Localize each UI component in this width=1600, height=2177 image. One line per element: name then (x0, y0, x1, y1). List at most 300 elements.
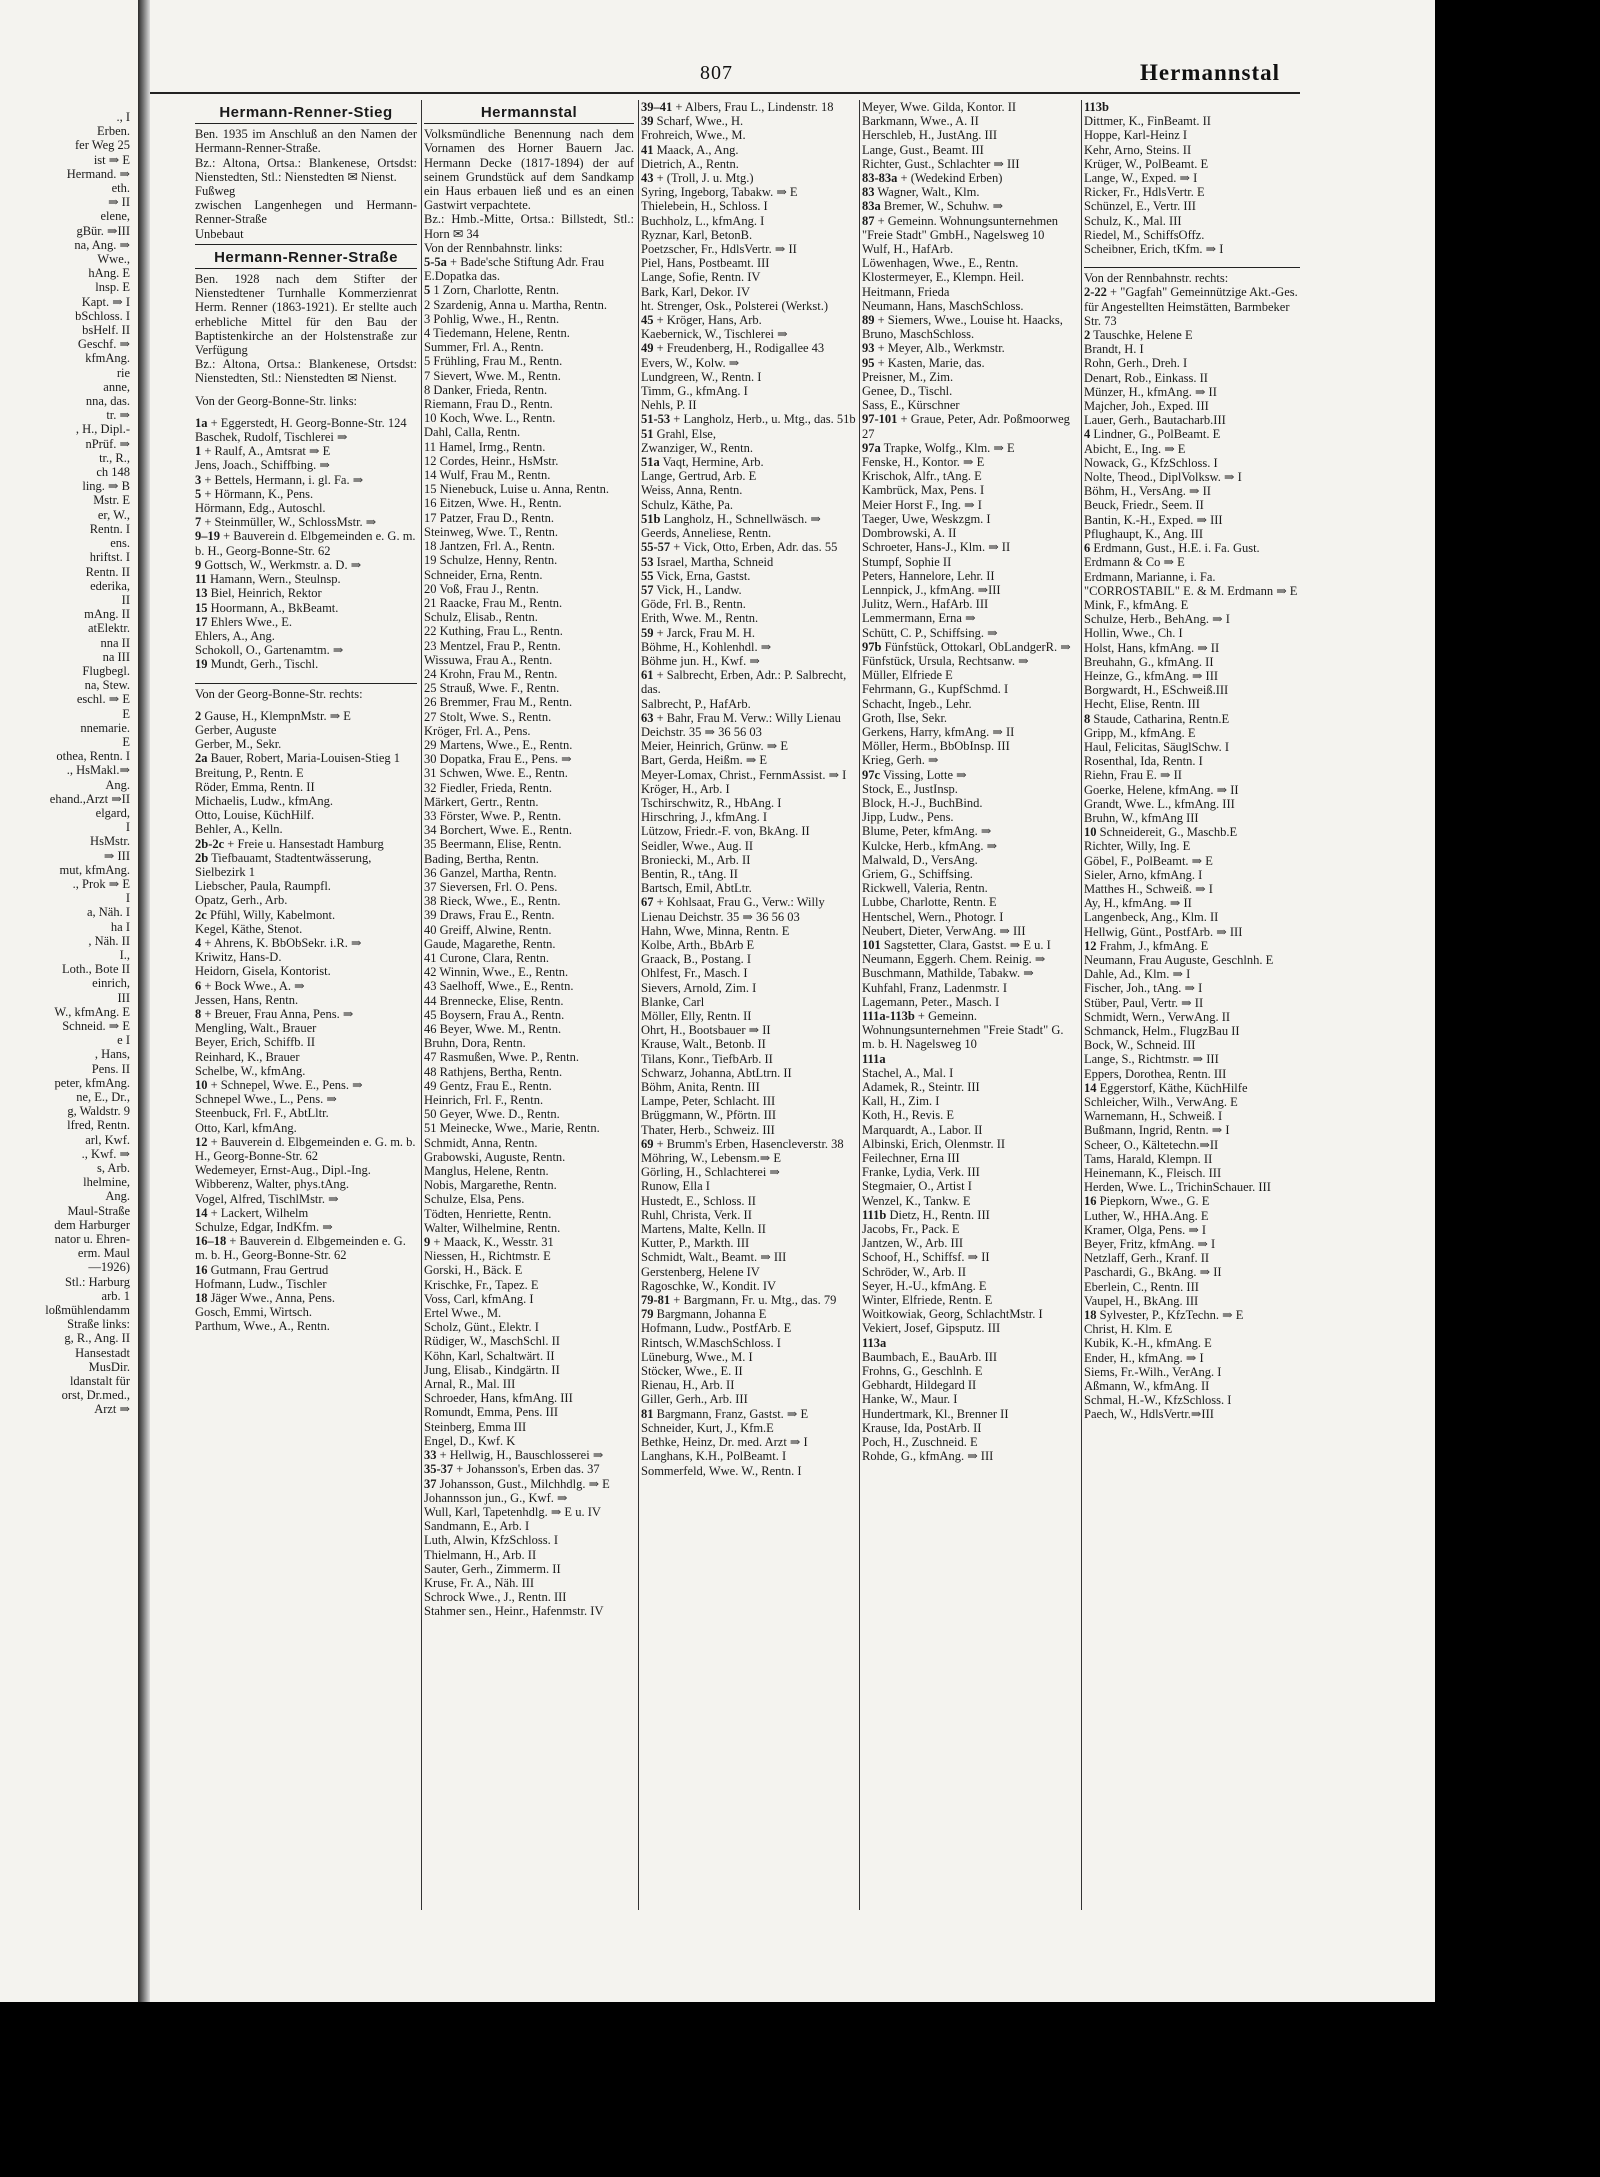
directory-entry (424, 695, 634, 709)
directory-entry (1084, 1194, 1300, 1208)
directory-entry (862, 100, 1077, 114)
house-number: 2-22 (1084, 285, 1107, 300)
resident-text: Herschleb, H., JustAng. III (862, 128, 998, 143)
directory-entry (641, 270, 856, 284)
resident-text: + Eggerstedt, H. Georg-Bonne-Str. 124 (210, 415, 407, 430)
resident-text: Bethke, Heinz, Dr. med. Arzt ⇒ I (641, 1435, 808, 1450)
resident-text: Seidler, Wwe., Aug. II (641, 838, 754, 853)
fragment-line: nna, das. (85, 394, 130, 409)
resident-text: Dahl, Calla, Rentn. (424, 425, 521, 440)
directory-entry (1084, 1351, 1300, 1365)
directory-entry (424, 837, 634, 851)
directory-entry (862, 469, 1077, 483)
fragment-line: ., Prok ⇒ E (72, 876, 130, 891)
house-number: 3 (195, 472, 202, 487)
directory-entry (1084, 498, 1300, 512)
house-number: 39 (641, 114, 654, 129)
resident-text: 44 Brennecke, Elise, Rentn. (424, 993, 564, 1008)
house-number: 113a (862, 1335, 887, 1350)
fragment-line: Rentn. II (85, 564, 130, 579)
directory-entry (1084, 100, 1300, 114)
resident-text: Schulze, Elsa, Pens. (424, 1192, 525, 1207)
entries (1084, 100, 1300, 256)
directory-entry (641, 526, 856, 540)
resident-text: Heitmann, Frieda (862, 284, 950, 299)
directory-entry (641, 697, 856, 711)
directory-entry (1084, 1123, 1300, 1137)
fragment-line: lfred, Rentn. (67, 1118, 130, 1133)
directory-entry (862, 1052, 1077, 1066)
resident-text: Staude, Catharina, Rentn.E (1093, 711, 1230, 726)
resident-text: + Albers, Frau L., Lindenstr. 18 (675, 100, 834, 114)
directory-entry (641, 611, 856, 625)
directory-entry (862, 1222, 1077, 1236)
fragment-line: Stl.: Harburg (64, 1274, 130, 1289)
resident-text: Neumann, Hans, MaschSchloss. (862, 298, 1024, 313)
directory-entry (641, 1449, 856, 1463)
resident-text: Lagemann, Peter., Masch. I (862, 994, 1000, 1009)
directory-entry (195, 1106, 417, 1120)
house-number: 2a (195, 751, 208, 766)
fragment-line: I., (119, 947, 130, 962)
page-number: 807 (700, 62, 733, 84)
directory-entry (862, 1364, 1077, 1378)
directory-entry (195, 1177, 417, 1191)
resident-text: Böhm, Anita, Rentn. III (641, 1080, 760, 1095)
directory-entry (424, 468, 634, 482)
resident-text: Krause, Walt., Betonb. II (641, 1037, 766, 1052)
house-number: 45 (641, 313, 654, 328)
house-number: 49 (641, 341, 654, 356)
house-number: 16 (195, 1262, 208, 1277)
directory-entry (424, 724, 634, 738)
resident-text: Syring, Ingeborg, Tabakw. ⇒ E (641, 185, 798, 200)
directory-entry (195, 657, 417, 671)
directory-entry (424, 1576, 634, 1590)
directory-entry (195, 822, 417, 836)
resident-text: Runow, Ella I (641, 1179, 710, 1194)
resident-text: + Siemers, Wwe., Louise ht. Haacks, Bruno, MaschSchloss. (862, 313, 1063, 342)
directory-entry (862, 526, 1077, 540)
resident-text: Lange, Sofie, Rentn. IV (641, 270, 761, 285)
resident-text: Eggerstorf, Käthe, KüchHilfe (1099, 1080, 1248, 1095)
fragment-line: ehand.,Arzt ⇒II (49, 791, 130, 806)
directory-entry (1084, 199, 1300, 213)
directory-entry (862, 1179, 1077, 1193)
fragment-line: nnemarie. (80, 720, 130, 735)
directory-entry (195, 1092, 417, 1106)
resident-text: Warnemann, H., Schweiß. I (1084, 1109, 1223, 1124)
fragment-line: lnsp. E (95, 280, 130, 295)
directory-entry (641, 981, 856, 995)
directory-entry (862, 1307, 1077, 1321)
resident-text: Göbel, F., PolBeamt. ⇒ E (1084, 853, 1213, 868)
fragment-line: ist ⇒ E (93, 152, 130, 167)
directory-entry (424, 667, 634, 681)
fragment-line: tr. ⇒ (106, 408, 130, 423)
resident-text: Bart, Gerda, Heißm. ⇒ E (641, 753, 768, 768)
directory-entry (641, 427, 856, 441)
resident-text: Wissuwa, Frau A., Rentn. (424, 652, 553, 667)
resident-text: Kruse, Fr. A., Näh. III (424, 1575, 535, 1590)
resident-text: Gorski, H., Bäck. E (424, 1263, 523, 1278)
directory-entry (424, 1107, 634, 1121)
directory-entry (862, 1250, 1077, 1264)
directory-entry (424, 1249, 634, 1263)
directory-entry (862, 995, 1077, 1009)
fragment-line: mut, kfmAng. (59, 862, 130, 877)
resident-text: Neubert, Dieter, VerwAng. ⇒ III (862, 923, 1026, 938)
directory-entry (424, 1022, 634, 1036)
resident-text: + Maack, K., Wesstr. 31 (433, 1235, 554, 1250)
column-hermannstal-2 (641, 100, 856, 1970)
resident-text: Paech, W., HdlsVertr.⇒III (1084, 1407, 1214, 1422)
directory-entry (862, 412, 1077, 440)
directory-entry (1084, 811, 1300, 825)
directory-entry (641, 228, 856, 242)
directory-entry (862, 682, 1077, 696)
directory-entry (1084, 527, 1300, 541)
resident-text: Röder, Emma, Rentn. II (195, 779, 315, 794)
directory-entry (862, 810, 1077, 824)
fragment-line: ha I (110, 919, 130, 934)
directory-entry (424, 1377, 634, 1391)
house-number: 97c (862, 767, 881, 782)
resident-text: Jacobs, Fr., Pack. E (862, 1222, 960, 1237)
resident-text: 42 Winnin, Wwe., E., Rentn. (424, 965, 569, 980)
resident-text: Kriwitz, Hans-D. (195, 950, 282, 965)
resident-text: + (Wedekind Erben) (900, 171, 1003, 186)
resident-text: Haul, Felicitas, SäuglSchw. I (1084, 739, 1230, 754)
resident-text: Schnepel Wwe., L., Pens. ⇒ (195, 1092, 337, 1107)
resident-text: Böhme, H., Kohlenhdl. ⇒ (641, 639, 772, 654)
resident-text: Wenzel, K., Tankw. E (862, 1193, 971, 1208)
resident-text: Zwanziger, W., Rentn. (641, 440, 753, 455)
resident-text: 7 Sievert, Wwe. M., Rentn. (424, 368, 561, 383)
resident-text: Bentin, R., tAng. II (641, 866, 738, 881)
resident-text: Malwald, D., VersAng. (862, 852, 978, 867)
directory-entry (195, 979, 417, 993)
directory-entry (424, 1334, 634, 1348)
fragment-line: tr., R., (99, 450, 130, 465)
column-hermannstal-4 (1084, 100, 1300, 1970)
directory-entry (862, 966, 1077, 980)
section-heading-rechts: Von der Rennbahnstr. rechts: (1084, 271, 1229, 286)
resident-text: Borgwardt, H., ESchweiß.III (1084, 683, 1229, 698)
resident-text: Bading, Bertha, Rentn. (424, 851, 539, 866)
directory-entry (641, 1165, 856, 1179)
directory-entry (1084, 612, 1300, 626)
resident-text: Erdmann, Marianne, i. Fa. "CORROSTABIL" E. & M. Erdmann ⇒ E (1084, 569, 1298, 598)
house-number: 7 (195, 515, 202, 530)
directory-entry (862, 768, 1077, 782)
fragment-line: ch 148 (96, 465, 130, 480)
directory-entry (424, 994, 634, 1008)
fragment-line: dem Harburger (54, 1217, 130, 1232)
resident-text: + Hörmann, K., Pens. (204, 486, 314, 501)
resident-text: Rienau, H., Arb. II (641, 1378, 735, 1393)
directory-entry (1084, 1237, 1300, 1251)
directory-entry (641, 1179, 856, 1193)
resident-text: Julitz, Wern., HafArb. III (862, 597, 989, 612)
resident-text: Timm, G., kfmAng. I (641, 384, 748, 399)
directory-entry (1084, 839, 1300, 853)
directory-entry (424, 1207, 634, 1221)
resident-text: 37 Sieversen, Frl. O. Pens. (424, 879, 558, 894)
resident-text: Kehr, Arno, Steins. II (1084, 142, 1192, 157)
house-number: 2 (1084, 328, 1091, 343)
directory-entry (195, 964, 417, 978)
resident-text: Brüggmann, W., Pförtn. III (641, 1108, 777, 1123)
directory-entry (1084, 981, 1300, 995)
resident-text: Eberlein, C., Rentn. III (1084, 1279, 1199, 1294)
resident-text: Schmidt, Anna, Rentn. (424, 1135, 538, 1150)
resident-text: Vekiert, Josef, Gipsputz. III (862, 1321, 1001, 1336)
fragment-line: Hermand. ⇒ (66, 166, 130, 181)
fragment-line: Flugbegl. (82, 663, 130, 678)
directory-entry (424, 397, 634, 411)
resident-text: Arnal, R., Mal. III (424, 1377, 516, 1392)
directory-entry (641, 412, 856, 426)
directory-entry (641, 1435, 856, 1449)
directory-entry (862, 341, 1077, 355)
resident-text: Gutmann, Frau Gertrud (210, 1262, 329, 1277)
resident-text: Voss, Carl, kfmAng. I (424, 1291, 534, 1306)
fragment-line: ldanstalt für (69, 1374, 130, 1389)
directory-entry (424, 1349, 634, 1363)
district-info: Bz.: Altona, Ortsa.: Blankenese, Ortsdst: Nienstedten, Stl.: Nienstedten ✉ Nienst. (195, 155, 417, 184)
directory-entry (1084, 570, 1300, 598)
resident-text: Jessen, Hans, Rentn. (195, 992, 299, 1007)
resident-text: Sylvester, P., KfzTechn. ⇒ E (1099, 1308, 1244, 1323)
directory-entry (195, 487, 417, 501)
fragment-line: fer Weg 25 (75, 138, 130, 153)
house-number: 5 (424, 283, 431, 298)
directory-entry (641, 313, 856, 327)
directory-entry (1084, 825, 1300, 839)
resident-text: Beuck, Friedr., Seem. II (1084, 498, 1204, 513)
directory-entry (1084, 1265, 1300, 1279)
house-number: 15 (195, 600, 208, 615)
house-number: 18 (1084, 1308, 1097, 1323)
directory-entry (195, 572, 417, 586)
directory-entry (195, 601, 417, 615)
house-number: 101 (862, 937, 881, 952)
directory-entry (195, 629, 417, 643)
directory-entry (424, 298, 634, 312)
resident-text: Kramer, Olga, Pens. ⇒ I (1084, 1222, 1207, 1237)
directory-entry (862, 1194, 1077, 1208)
house-number: 95 (862, 355, 875, 370)
resident-text: + Meyer, Alb., Werkmstr. (877, 341, 1005, 356)
resident-text: Schneidereit, G., Maschb.E (1099, 825, 1238, 840)
resident-text: Thielebein, H., Schloss. I (641, 199, 768, 214)
resident-text: Gripp, M., kfmAng. E (1084, 725, 1196, 740)
resident-text: Kulcke, Herb., kfmAng. ⇒ (862, 838, 998, 853)
house-number: 83 (862, 185, 875, 200)
directory-entry (424, 1363, 634, 1377)
resident-text: Griem, G., Schiffsing. (862, 866, 973, 881)
resident-text: Dietrich, A., Rentn. (641, 156, 739, 171)
resident-text: 3 Pohlig, Wwe., H., Rentn. (424, 311, 560, 326)
resident-text: Jäger Wwe., Anna, Pens. (210, 1291, 336, 1306)
directory-entry (641, 1137, 856, 1151)
resident-text: + Bauverein d. Elbgemeinden e. G. m. b. H., Georg-Bonne-Str. 62 (195, 1134, 416, 1164)
resident-text: + Bauverein d. Elbgemeinden e. G. m. b. H., Georg-Bonne-Str. 62 (195, 529, 416, 558)
fragment-line: arb. 1 (101, 1288, 130, 1303)
directory-entry (195, 837, 417, 851)
fragment-line: Pens. II (91, 1061, 130, 1076)
directory-entry (195, 950, 417, 964)
resident-text: 12 Cordes, Heinr., HsMstr. (424, 453, 559, 468)
house-number: 51 (641, 426, 654, 441)
directory-entry (424, 610, 634, 624)
resident-text: Krüger, W., PolBeamt. E (1084, 156, 1209, 171)
resident-text: 31 Schwen, Wwe. E., Rentn. (424, 766, 568, 781)
resident-text: Köhn, Karl, Schaltwärt. II (424, 1348, 555, 1363)
directory-entry (195, 1035, 417, 1049)
directory-entry (424, 1008, 634, 1022)
directory-entry (1084, 910, 1300, 924)
title-rule (195, 268, 417, 269)
directory-entry (1084, 1038, 1300, 1052)
resident-text: Hirschring, J., kfmAng. I (641, 810, 768, 825)
resident-text: Neumann, Eggerh. Chem. Reinig. ⇒ (862, 952, 1046, 967)
resident-text: Hamann, Wern., Steulnsp. (209, 572, 341, 587)
directory-entry (1084, 754, 1300, 768)
resident-text: Gottsch, W., Werkmstr. a. D. ⇒ (204, 557, 362, 572)
fragment-line: einrich, (92, 976, 130, 991)
resident-text: + Bauverein d. Elbgemeinden e. G. m. b. H., Georg-Bonne-Str. 62 (195, 1234, 406, 1263)
resident-text: Schneider, Erna, Rentn. (424, 567, 543, 582)
resident-text: Luth, Alwin, KfzSchloss. I (424, 1533, 559, 1548)
fragment-line: ⇒ II (108, 195, 130, 210)
house-number: 43 (641, 171, 654, 186)
fragment-line: ., I (116, 110, 130, 124)
resident-text: + Bahr, Frau M. Verw.: Willy Lienau Deichstr. 35 ⇒ 36 56 03 (641, 710, 841, 739)
resident-text: Pflughaupt, K., Ang. III (1084, 526, 1204, 541)
directory-entry (862, 1080, 1077, 1094)
resident-text: Stumpf, Sophie II (862, 554, 952, 569)
resident-text: Stöcker, Wwe., E. II (641, 1364, 743, 1379)
directory-entry (195, 922, 417, 936)
resident-text: 2 Szardenig, Anna u. Martha, Rentn. (424, 297, 607, 312)
fragment-line: gBür. ⇒III (76, 223, 130, 238)
resident-text: Thielmann, H., Arb. II (424, 1547, 537, 1562)
fragment-line: e I (117, 1033, 130, 1048)
resident-text: Lubbe, Charlotte, Rentn. E (862, 895, 997, 910)
directory-entry (195, 893, 417, 907)
directory-entry (424, 369, 634, 383)
directory-entry (641, 895, 856, 923)
resident-text: Opatz, Gerh., Arb. (195, 893, 288, 908)
resident-text: Göde, Frl. B., Rentn. (641, 597, 746, 612)
directory-entry (641, 768, 856, 782)
fragment-line: a, Näh. I (86, 905, 130, 920)
fragment-line: erm. Maul (77, 1246, 130, 1261)
directory-entry (862, 881, 1077, 895)
fragment-line: W., kfmAng. E (54, 1004, 130, 1019)
resident-text: Wagner, Walt., Klm. (877, 185, 980, 200)
directory-entry (862, 839, 1077, 853)
resident-text: + Gemeinn. Wohnungsunternehmen "Freie Stadt" GmbH., Nagelsweg 10 (862, 213, 1059, 242)
fragment-line: othea, Rentn. I (56, 749, 130, 764)
directory-entry (195, 1220, 417, 1234)
resident-text: Tauschke, Helene E (1093, 328, 1193, 343)
resident-text: Ragoschke, W., Kondit. IV (641, 1278, 777, 1293)
resident-text: Tschirschwitz, R., HbAng. I (641, 795, 782, 810)
directory-entry (641, 1307, 856, 1321)
entries (424, 255, 634, 1619)
resident-text: + Kasten, Marie, das. (877, 355, 985, 370)
resident-text: Wulf, H., HafArb. (862, 242, 954, 257)
house-number: 6 (1084, 541, 1091, 556)
resident-text: Gosch, Emmi, Wirtsch. (195, 1305, 312, 1320)
directory-entry (424, 1562, 634, 1576)
resident-text: Jung, Elisab., Kindgärtn. II (424, 1362, 560, 1377)
title-rule (1084, 267, 1300, 268)
fragment-line: kfmAng. (85, 351, 130, 366)
fragment-line: na, Stew. (84, 678, 130, 693)
directory-entry (424, 710, 634, 724)
resident-text: + Breuer, Frau Anna, Pens. ⇒ (204, 1006, 354, 1021)
directory-entry (862, 668, 1077, 682)
directory-entry (424, 965, 634, 979)
resident-text: 30 Dopatka, Frau E., Pens. ⇒ (424, 752, 572, 767)
house-number: 1 (195, 444, 202, 459)
directory-entry (862, 895, 1077, 909)
directory-entry (424, 1050, 634, 1064)
directory-entry (424, 553, 634, 567)
resident-text: Taeger, Uwe, Weskzgm. I (862, 511, 991, 526)
directory-entry (862, 1321, 1077, 1335)
resident-text: Löwenhagen, Wwe., E., Rentn. (862, 256, 1019, 271)
entries (641, 100, 856, 1478)
fragment-line: Geschf. ⇒ (77, 337, 130, 352)
resident-text: + Vick, Otto, Erben, Adr. das. 55 (673, 540, 838, 555)
directory-entry (641, 214, 856, 228)
directory-entry (1084, 868, 1300, 882)
directory-entry (424, 1292, 634, 1306)
resident-text: 50 Geyer, Wwe. D., Rentn. (424, 1107, 560, 1122)
resident-text: + Hellwig, H., Bauschlosserei ⇒ (439, 1448, 604, 1463)
directory-entry (195, 794, 417, 808)
resident-text: + Ahrens, K. BbObSekr. i.R. ⇒ (204, 935, 362, 950)
resident-text: Rosenthal, Ida, Rentn. I (1084, 754, 1203, 769)
directory-entry (424, 1405, 634, 1419)
entries-links (195, 416, 417, 672)
house-number: 4 (195, 935, 202, 950)
directory-entry (1084, 185, 1300, 199)
house-number: 51a (641, 455, 660, 470)
directory-entry (641, 498, 856, 512)
directory-entry (1084, 1308, 1300, 1322)
directory-entry (424, 795, 634, 809)
directory-entry (862, 1279, 1077, 1293)
directory-entry (862, 1137, 1077, 1151)
resident-text: Schokoll, O., Gartenamtm. ⇒ (195, 643, 344, 658)
directory-entry (424, 539, 634, 553)
resident-text: Erith, Wwe. M., Rentn. (641, 611, 759, 626)
resident-text: + Bettels, Hermann, i. gl. Fa. ⇒ (204, 472, 364, 487)
directory-entry (641, 1009, 856, 1023)
resident-text: Müller, Elfriede E (862, 668, 953, 683)
directory-entry (1084, 1152, 1300, 1166)
directory-entry (195, 1078, 417, 1092)
directory-entry (862, 1236, 1077, 1250)
directory-entry (1084, 1379, 1300, 1393)
directory-entry (1084, 939, 1300, 953)
